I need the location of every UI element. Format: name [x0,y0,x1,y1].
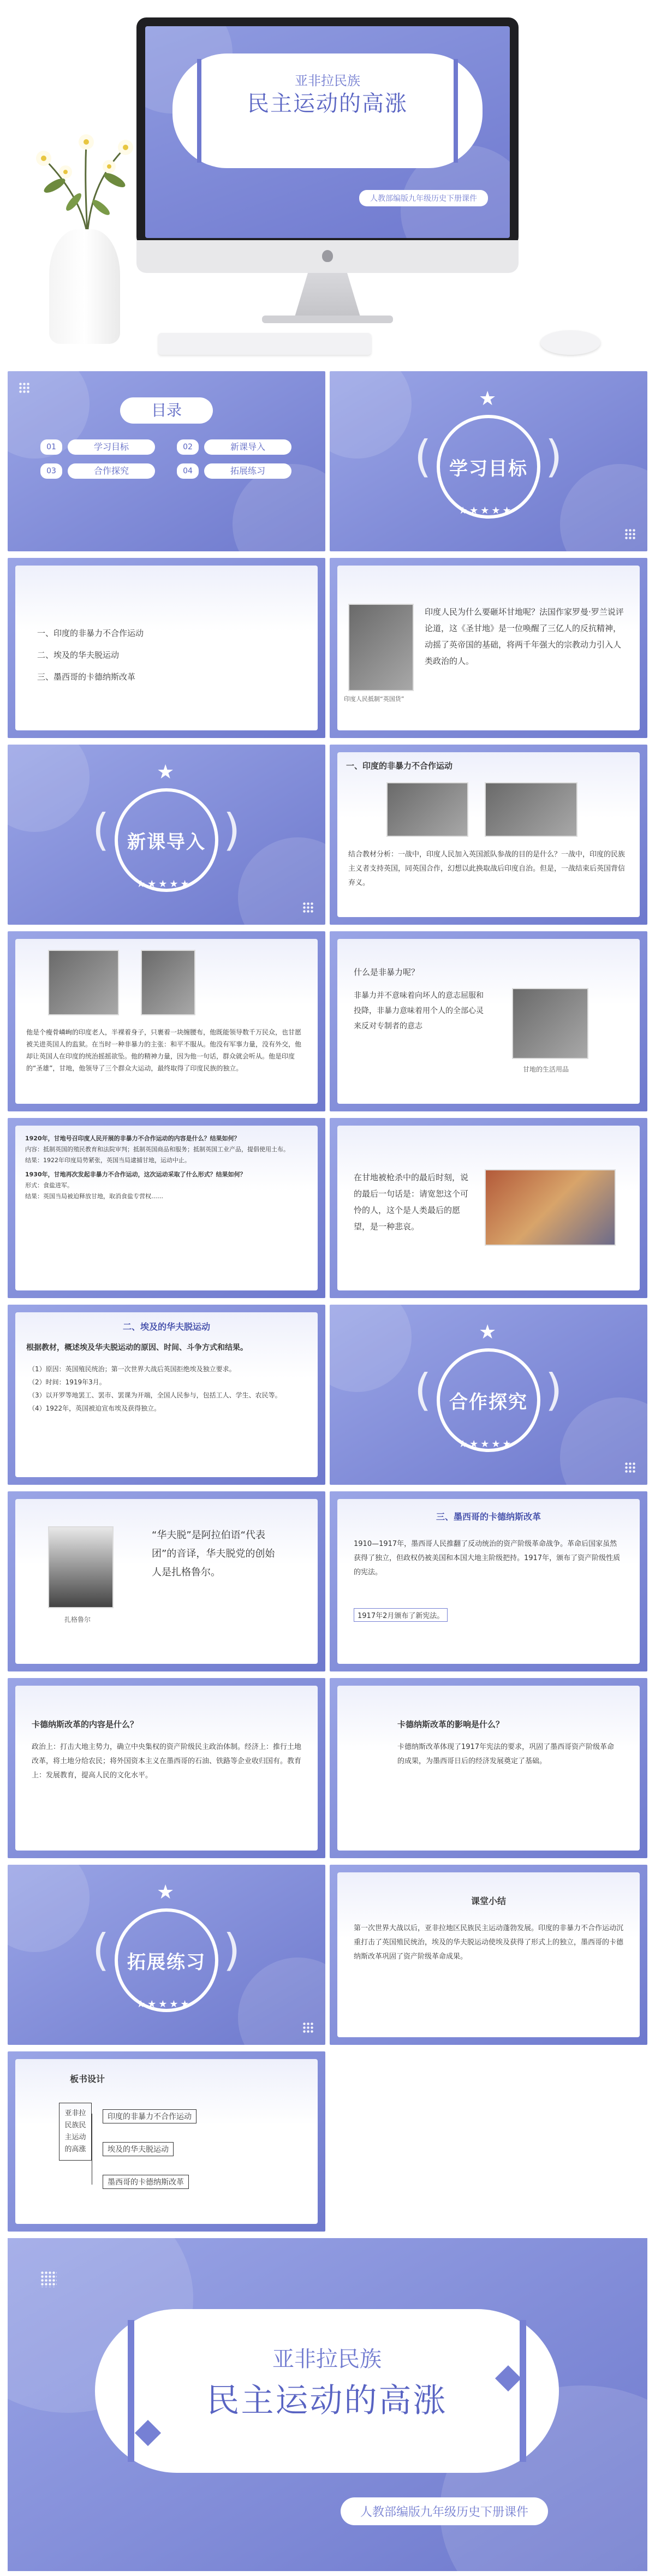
section-slide-cooperation [330,1305,647,1485]
title-ring [115,788,218,892]
keyboard [158,333,371,355]
movement-a1: 内容：抵制英国的殖民教育和法院审判；抵制英国商品和服务；抵制英国工业产品，提倡使用土布。 [25,1146,289,1153]
toc-item[interactable]: 02 新课导入 [177,439,291,455]
board-heading: 板书设计 [70,2074,105,2084]
summary-text: 第一次世界大战以后，亚非拉地区民族民主运动蓬勃发展。印度的非暴力不合作运动沉重打击了英国殖民统治，埃及的华夫脱运动使埃及获得了形式上的独立，墨西哥的卡德纳斯改革巩固了资产阶级革命成果。 [354,1924,624,1961]
rating-stars: ★★★★★ [136,878,192,890]
toc-heading: 目录 [120,397,213,424]
vase [49,229,120,344]
wafd-text: “华夫脱”是阿拉伯语“代表团”的音译，华夫脱党的创始人是扎格鲁尔。 [152,1530,275,1578]
egypt-item: （2）时间：1919年3月。 [28,1378,106,1386]
laurel-right-icon: ) [223,805,241,855]
monitor-base [262,316,393,323]
toc-item[interactable]: 04 拓展练习 [177,463,291,479]
star-icon: ★ [157,1881,175,1903]
india-slide [330,745,647,925]
reform-content-slide [8,1678,325,1858]
hero-mockup [0,0,655,371]
monitor-chin [136,240,519,273]
title-ring [115,1908,218,2012]
india-photo-2 [485,782,577,837]
intro-text: 印度人民为什么要砸坏甘地呢？法国作家罗曼·罗兰说评论道，这《圣甘地》是一位唤醒了三亿人的反抗精神，动摇了英帝国的基础，将两千年强大的宗教动力引入人类政治的人。 [425,607,624,666]
mexico-heading: 三、墨西哥的卡德纳斯改革 [436,1512,541,1522]
photo-caption: 印度人民抵制“英国货” [344,695,404,703]
laurel-left-icon: ( [414,431,432,482]
mexico-highlight: 1917年2月颁布了新宪法。 [354,1608,448,1622]
reform-impact-text: 卡德纳斯改革体现了1917年宪法的要求，巩固了墨西哥资产阶级革命的成果，为墨西哥日后的经济发展奠定了基础。 [397,1743,615,1765]
nonviolence-question: 什么是非暴力呢？ [354,967,420,977]
boycott-photo [348,604,414,691]
goal-item: 二、埃及的华夫脱运动 [37,650,120,660]
board-branch: 印度的非暴力不合作运动 [103,2109,196,2123]
section-title: 拓展练习 [127,1951,206,1973]
egypt-slide [8,1305,325,1485]
reform-impact-slide [330,1678,647,1858]
section-title: 合作探究 [449,1391,528,1413]
salt-march-painting [485,1169,616,1246]
goal-item: 三、墨西哥的卡德纳斯改革 [37,672,136,682]
salt-text: 在甘地被枪杀中的最后时刻，说的最后一句话是：请宽恕这个可怜的人，这个是人类最后的愿望，是一种悲哀。 [354,1173,469,1232]
zaghloul-portrait [48,1526,114,1608]
movement-a2: 结果：1922年印度局势紧张，英国当局逮捕甘地，运动中止。 [25,1157,190,1164]
star-icon: ★ [157,761,175,783]
laurel-right-icon: ) [223,1925,241,1976]
movement-a3: 形式：食盐进军。 [25,1182,73,1189]
title-ring [437,1348,540,1452]
laurel-right-icon: ) [545,1365,563,1415]
intro-slide [330,558,647,738]
mexico-slide [330,1491,647,1671]
hero-screen-subtitle: 人教部编版九年级历史下册课件 [359,190,488,206]
egypt-item: （3）以开罗等地罢工、罢市、罢课为开端，全国人民参与，包括工人、学生、农民等。 [28,1391,282,1399]
gandhi-slide [8,931,325,1111]
monitor-screen [145,26,510,238]
gandhi-text: 他是个瘦骨嶙峋的印度老人，半裸着身子，只裹着一块缠腰布，他既能领导数千万民众，也甘愿被关进英国人的监狱。在当时一种非暴力的主张：和平不服从。他没有军事力量，没有外交，他却让英国人在印度的统治摇摇欲坠。他的精神力量，因为他一句话，群众就会听从。他是印度的“圣雄”，甘地，他领导了三个群众大运动，最终取得了印度民族的独立。 [26,1028,302,1072]
rating-stars: ★★★★★ [458,1438,514,1450]
laurel-right-icon: ) [545,431,563,482]
monitor-frame [136,17,519,247]
star-icon: ★ [479,388,497,410]
reform-impact-heading: 卡德纳斯改革的影响是什么？ [397,1720,504,1729]
nonviolence-text: 非暴力并不意味着向坏人的意志屈服和投降，非暴力意味着用个人的全部心灵来反对专制者的意志 [354,991,484,1031]
movement-q1: 1920年，甘地号召印度人民开展的非暴力不合作运动的内容是什么？结果如何？ [25,1135,240,1142]
hero-screen-title-small: 亚非拉民族 [295,73,360,88]
egypt-prompt: 根据教材，概述埃及华夫脱运动的原因、时间、斗争方式和结果。 [26,1343,248,1352]
movement-a4: 结果：英国当局被迫释放甘地，取消食盐专营权…… [25,1193,163,1200]
wafd-slide [8,1491,325,1671]
star-icon: ★ [479,1321,497,1343]
toc-list [40,439,291,479]
goal-item: 一、印度的非暴力不合作运动 [37,628,144,638]
reform-content-heading: 卡德纳斯改革的内容是什么？ [32,1720,139,1729]
goals-slide [8,558,325,738]
closing-title-small: 亚非拉民族 [272,2347,382,2372]
summary-slide [330,1865,647,2045]
egypt-item: （4）1922年，英国被迫宣布埃及获得独立。 [28,1405,161,1412]
movement-q2: 1930年，甘地再次发起非暴力不合作运动，这次运动采取了什么形式？结果如何？ [25,1171,246,1178]
movement-slide [8,1118,325,1298]
apple-logo-icon [322,250,333,262]
salt-slide [330,1118,647,1298]
rating-stars: ★★★★★ [136,1998,192,2010]
mexico-text: 1910—1917年，墨西哥人民推翻了反动统治的资产阶级革命战争。革命后国家虽然获得了独立，但政权仍被美国和本国大地主阶级把持。1917年，颁布了资产阶级性质的宪法。 [354,1540,621,1576]
rating-stars: ★★★★★ [458,505,514,516]
india-photo-1 [386,782,468,837]
egypt-list [28,1363,307,1415]
laurel-left-icon: ( [414,1365,432,1415]
gandhi-belongings-photo [512,988,588,1059]
india-heading: 一、印度的非暴力不合作运动 [346,761,453,771]
section-title: 学习目标 [449,457,528,480]
hero-screen-title-big: 民主运动的高涨 [247,91,408,116]
closing-title-big: 民主运动的高涨 [206,2382,448,2420]
section-title: 新课导入 [127,831,206,853]
gandhi-photo-2 [141,950,195,1015]
closing-subtitle: 人教部编版九年级历史下册课件 [341,2497,548,2525]
gandhi-photo-1 [48,950,119,1015]
egypt-item: （1）原因：英国殖民统治；第一次世界大战后英国拒绝埃及独立要求。 [28,1365,236,1373]
flower-plant-image [22,126,153,235]
toc-item[interactable]: 03 合作探究 [40,463,155,479]
toc-slide [8,371,325,551]
board-branch: 墨西哥的卡德纳斯改革 [103,2175,189,2189]
laurel-left-icon: ( [92,805,110,855]
nonviolence-slide [330,931,647,1111]
india-text: 结合教材分析：一战中，印度人民加入英国派队参战的目的是什么？一战中，印度的民族主义者支持英国，同英国合作，幻想以此换取战后印度自治。但是，一战结束后英国背信弃义。 [348,850,626,887]
board-branch: 埃及的华夫脱运动 [103,2142,174,2156]
section-slide-learning-goals [330,371,647,551]
toc-item[interactable]: 01 学习目标 [40,439,155,455]
board-root: 亚非拉民族民主运动的高涨 [59,2103,92,2161]
laurel-left-icon: ( [92,1925,110,1976]
summary-heading: 课堂小结 [471,1896,506,1906]
photo-caption: 甘地的生活用品 [523,1066,569,1073]
board-slide [8,2051,325,2232]
egypt-heading: 二、埃及的华夫脱运动 [122,1322,210,1332]
closing-banner [8,2238,647,2571]
section-slide-extension [8,1865,325,2045]
monitor-stand [295,273,360,317]
photo-caption: 扎格鲁尔 [64,1616,91,1623]
section-slide-new-lesson [8,745,325,925]
reform-content-text: 政治上：打击大地主势力，确立中央集权的资产阶级民主政治体制。经济上：推行土地改革，将土地分给农民；将外国资本主义在墨西哥的石油、铁路等企业收归国有。教育上：发展教育，提高人民的文化水平。 [32,1743,302,1780]
mouse [540,330,600,355]
title-ring [437,415,540,519]
